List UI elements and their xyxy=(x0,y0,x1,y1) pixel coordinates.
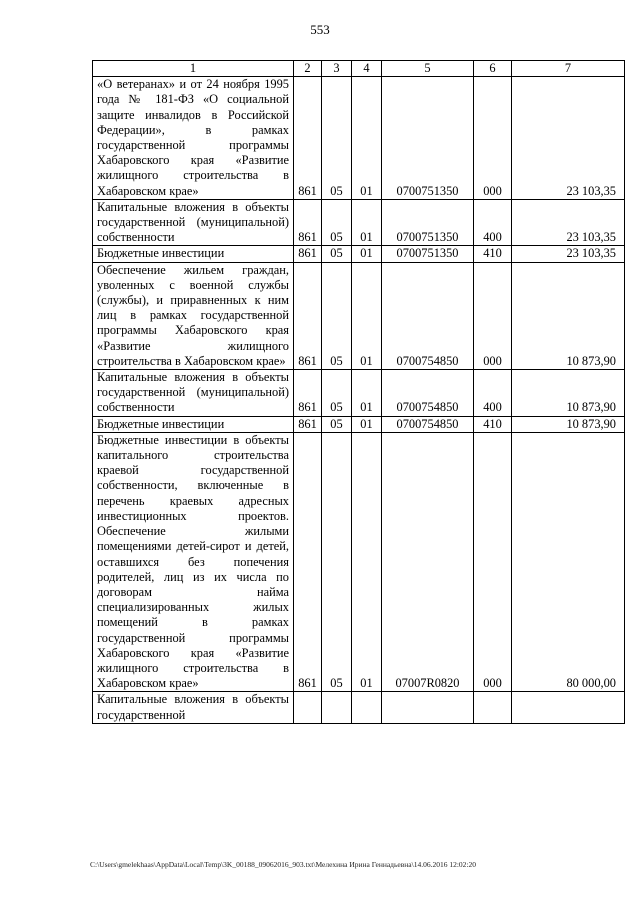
row-value-cell: 400 xyxy=(474,199,512,246)
row-value-cell: 01 xyxy=(352,199,382,246)
header-cell: 7 xyxy=(512,61,625,77)
row-value-cell: 01 xyxy=(352,77,382,200)
row-name-cell: Капитальные вложения в объекты государственной (муниципальной) собственности xyxy=(93,370,294,417)
row-name-cell: Капитальные вложения в объекты государственной (муниципальной) собственности xyxy=(93,199,294,246)
row-value-cell xyxy=(322,692,352,723)
row-value-cell: 05 xyxy=(322,432,352,691)
row-value-cell: 0700754850 xyxy=(382,262,474,369)
row-value-cell: 0700754850 xyxy=(382,370,474,417)
row-value-cell xyxy=(382,692,474,723)
row-value-cell: 05 xyxy=(322,416,352,432)
table-row xyxy=(93,199,625,246)
table-row xyxy=(93,692,625,723)
row-value-cell: 01 xyxy=(352,416,382,432)
header-cell: 1 xyxy=(93,61,294,77)
header-cell: 4 xyxy=(352,61,382,77)
row-name-cell: Бюджетные инвестиции xyxy=(93,246,294,262)
row-value-cell: 07007R0820 xyxy=(382,432,474,691)
row-value-cell: 10 873,90 xyxy=(512,262,625,369)
row-value-cell: 01 xyxy=(352,246,382,262)
row-name-cell: «О ветеранах» и от 24 ноября 1995 года № 181-ФЗ «О социальной защите инвалидов в Российской Федерации», в рамках государственной программы Хабаровского края «Развитие жилищного строительства в Хабаровском крае» xyxy=(93,77,294,200)
header-cell: 5 xyxy=(382,61,474,77)
table-row xyxy=(93,370,625,417)
row-value-cell: 861 xyxy=(294,77,322,200)
row-value-cell: 01 xyxy=(352,370,382,417)
row-name-cell: Бюджетные инвестиции xyxy=(93,416,294,432)
row-value-cell xyxy=(474,692,512,723)
row-value-cell xyxy=(352,692,382,723)
header-cell: 3 xyxy=(322,61,352,77)
row-value-cell xyxy=(512,692,625,723)
row-value-cell: 0700751350 xyxy=(382,246,474,262)
row-value-cell: 000 xyxy=(474,77,512,200)
row-value-cell: 01 xyxy=(352,262,382,369)
row-name-cell: Обеспечение жильем граждан, уволенных с военной службы (службы), и приравненных к ним лиц в рамках государственной программы Хабаровского края «Развитие жилищного строительства в Хабаровском крае» xyxy=(93,262,294,369)
table-row xyxy=(93,77,625,200)
row-value-cell: 861 xyxy=(294,370,322,417)
budget-table xyxy=(92,60,625,724)
table-row xyxy=(93,432,625,691)
row-value-cell: 0700751350 xyxy=(382,77,474,200)
table-row xyxy=(93,262,625,369)
file-path-footer: C:\Users\gmelekhaas\AppData\Local\Temp\3K_00188_09062016_903.txt\Мелехина Ирина Геннадьевна\14.06.2016 12:02:20 xyxy=(90,860,477,869)
table-row xyxy=(93,246,625,262)
row-value-cell: 861 xyxy=(294,262,322,369)
row-value-cell: 10 873,90 xyxy=(512,370,625,417)
row-name-cell: Бюджетные инвестиции в объекты капитального строительства краевой государственной собственности, включенные в перечень краевых адресных инвестиционных проектов. Обеспечение жилыми помещениями детей-сирот и детей, оставшихся без попечения родителей, лиц из их числа по договорам найма специализированных жилых помещений в рамках государственной программы Хабаровского края «Развитие жилищного строительства в Хабаровском крае» xyxy=(93,432,294,691)
row-value-cell: 000 xyxy=(474,262,512,369)
header-row xyxy=(93,61,625,77)
row-value-cell: 000 xyxy=(474,432,512,691)
row-value-cell: 10 873,90 xyxy=(512,416,625,432)
row-value-cell: 23 103,35 xyxy=(512,199,625,246)
row-value-cell: 861 xyxy=(294,246,322,262)
row-value-cell xyxy=(294,692,322,723)
row-value-cell: 23 103,35 xyxy=(512,246,625,262)
row-name-cell: Капитальные вложения в объекты государственной xyxy=(93,692,294,723)
row-value-cell: 861 xyxy=(294,432,322,691)
table-row xyxy=(93,416,625,432)
row-value-cell: 05 xyxy=(322,370,352,417)
row-value-cell: 01 xyxy=(352,432,382,691)
row-value-cell: 400 xyxy=(474,370,512,417)
row-value-cell: 05 xyxy=(322,246,352,262)
header-cell: 6 xyxy=(474,61,512,77)
row-value-cell: 861 xyxy=(294,416,322,432)
row-value-cell: 410 xyxy=(474,416,512,432)
header-cell: 2 xyxy=(294,61,322,77)
row-value-cell: 05 xyxy=(322,262,352,369)
row-value-cell: 0700754850 xyxy=(382,416,474,432)
page-number: 553 xyxy=(310,22,330,37)
row-value-cell: 0700751350 xyxy=(382,199,474,246)
row-value-cell: 80 000,00 xyxy=(512,432,625,691)
row-value-cell: 23 103,35 xyxy=(512,77,625,200)
row-value-cell: 410 xyxy=(474,246,512,262)
row-value-cell: 861 xyxy=(294,199,322,246)
row-value-cell: 05 xyxy=(322,199,352,246)
row-value-cell: 05 xyxy=(322,77,352,200)
